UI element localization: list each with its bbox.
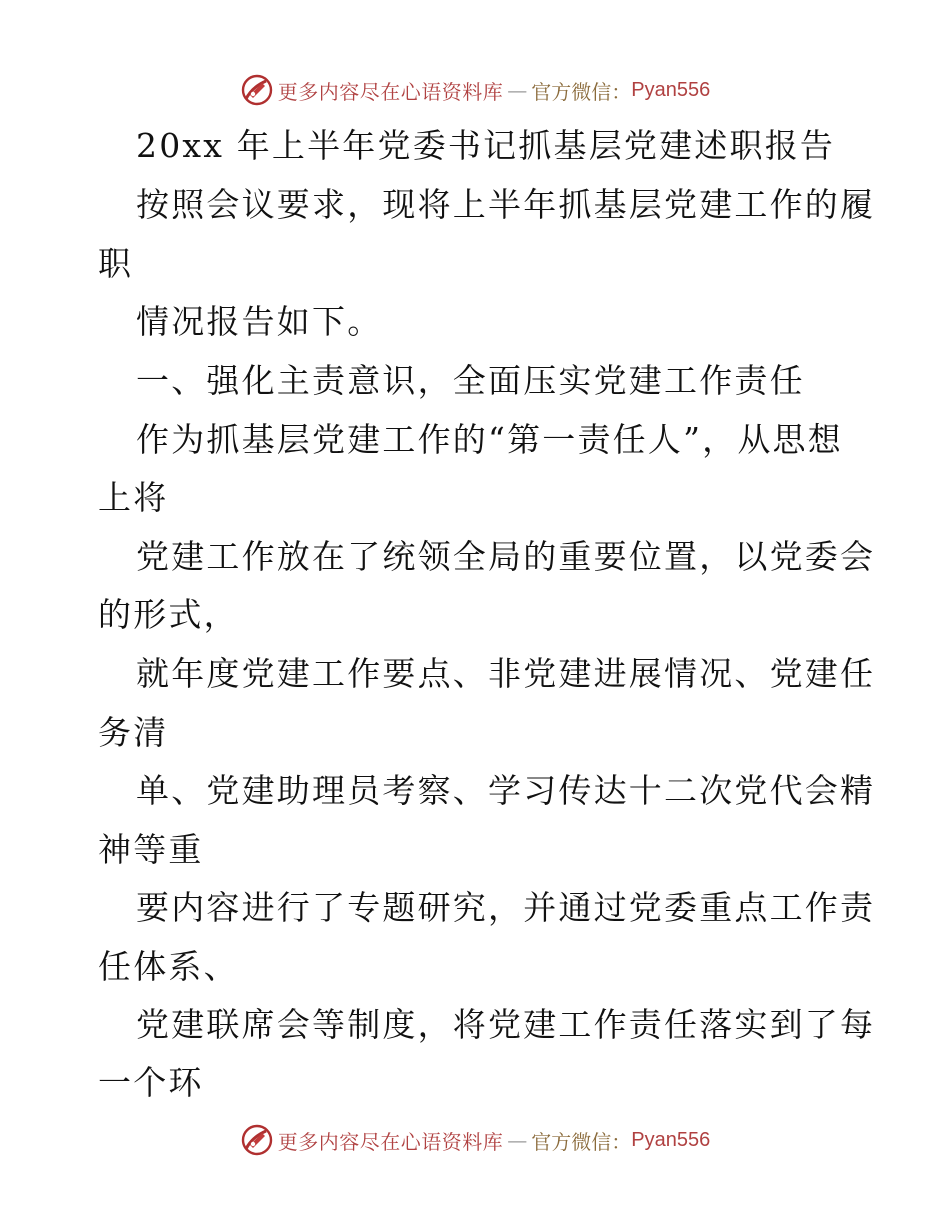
banner-wechat-id: Pyan556 — [631, 1128, 711, 1151]
paragraph-line: 要内容进行了专题研究，并通过党委重点工作责 — [136, 888, 876, 927]
paragraph-line: 的形式， — [98, 595, 239, 634]
paragraph-line: 作为抓基层党建工作的“第一责任人”，从思想 — [136, 420, 843, 459]
banner-wechat-label: 官方微信： — [531, 1129, 632, 1154]
banner-text: 更多内容尽在心语资料库 — [277, 1129, 504, 1154]
header-watermark-banner — [0, 70, 950, 110]
banner-separator: — — [507, 78, 528, 102]
paragraph-line: 党建工作放在了统领全局的重要位置，以党委会 — [136, 537, 876, 576]
paragraph-line: 一个环 — [98, 1063, 204, 1102]
paragraph-line: 任体系、 — [98, 947, 239, 986]
paragraph-line: 神等重 — [98, 830, 204, 869]
paragraph-line: 职 — [98, 244, 134, 283]
paragraph-line: 务清 — [98, 713, 169, 752]
banner-wechat-label: 官方微信： — [531, 79, 632, 104]
paragraph-line: 情况报告如下。 — [136, 302, 383, 341]
banner-wechat-id: Pyan556 — [631, 78, 711, 101]
footer-watermark-banner — [0, 1120, 950, 1160]
paragraph-line: 按照会议要求，现将上半年抓基层党建工作的履 — [136, 185, 876, 224]
paragraph-line: 就年度党建工作要点、非党建进展情况、党建任 — [136, 654, 876, 693]
section-heading: 一、强化主责意识，全面压实党建工作责任 — [136, 361, 805, 400]
banner-separator: — — [507, 1128, 528, 1152]
paragraph-line: 单、党建助理员考察、学习传达十二次党代会精 — [136, 771, 876, 810]
document-title: 20xx 年上半年党委书记抓基层党建述职报告 — [136, 126, 836, 165]
banner-text: 更多内容尽在心语资料库 — [277, 79, 504, 104]
pen-logo-icon — [240, 73, 274, 107]
paragraph-line: 党建联席会等制度，将党建工作责任落实到了每 — [136, 1005, 876, 1044]
paragraph-line: 上将 — [98, 478, 169, 517]
pen-logo-icon — [240, 1123, 274, 1157]
